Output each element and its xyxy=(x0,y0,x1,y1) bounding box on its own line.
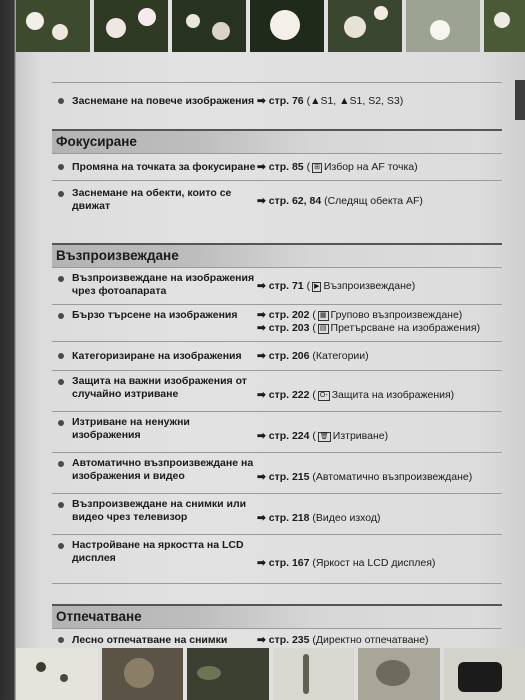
task-label: Възпроизвеждане на снимки или видео чрез телевизор xyxy=(72,498,247,523)
bullet-icon xyxy=(58,543,64,549)
flower-photo xyxy=(94,0,168,52)
task-label: Промяна на точката за фокусиране xyxy=(72,160,256,173)
flower-photo xyxy=(406,0,480,52)
af-point-icon: ⊞ xyxy=(314,163,320,171)
bullet-icon xyxy=(58,191,64,197)
table-row xyxy=(52,304,502,341)
page-reference: ➡ стр. 202 ( ▦ Групово възпроизвеждане) ➡ стр. 203 ( ▤ Претърсване на изображения) xyxy=(257,309,481,334)
page-reference: ➡ стр. 222 ( O- Защита на изображения) xyxy=(257,389,455,401)
page-reference: ➡ стр. 206 (Категории) xyxy=(257,349,369,362)
arrow-icon: ➡ xyxy=(257,322,266,334)
page-edge-shadow xyxy=(515,80,525,120)
task-label: Защита на важни изображения от случайно изтриване xyxy=(72,375,247,400)
arrow-icon: ➡ xyxy=(257,94,266,107)
bullet-icon xyxy=(58,502,64,508)
play-icon: ▶ xyxy=(314,282,320,290)
page-reference: ➡ стр. 85 ( ⊞ Избор на AF точка) xyxy=(257,160,418,173)
page-reference: ➡ стр. 71 ( ▶ Възпроизвеждане) xyxy=(257,279,416,292)
arrow-icon: ➡ xyxy=(257,279,266,292)
arrow-icon: ➡ xyxy=(257,430,266,442)
table-row xyxy=(52,180,502,221)
arrow-icon: ➡ xyxy=(257,557,266,569)
task-label: Категоризиране на изображения xyxy=(72,349,242,362)
table-row xyxy=(52,534,502,584)
arrow-icon: ➡ xyxy=(257,633,266,646)
bullet-icon xyxy=(58,313,64,319)
flower-photo xyxy=(250,0,324,52)
cat-photo xyxy=(358,648,440,700)
section-heading-focusing: Фокусиране xyxy=(52,129,502,153)
grass-photo xyxy=(273,648,355,700)
bullet-icon xyxy=(58,353,64,359)
trash-icon: 🗑 xyxy=(319,433,329,440)
table-row xyxy=(52,267,502,304)
arrow-icon: ➡ xyxy=(257,471,266,483)
chestnut-photo xyxy=(102,648,184,700)
flower-photo xyxy=(16,0,90,52)
flower-photo xyxy=(484,0,525,52)
table-row xyxy=(52,452,502,493)
section-heading-printing: Отпечатване xyxy=(52,604,502,628)
task-label: Изтриване на ненужни изображения xyxy=(72,416,190,441)
page-reference: ➡ стр. 62, 84 (Следящ обекта AF) xyxy=(257,194,423,207)
table-row xyxy=(52,153,502,180)
top-photo-strip xyxy=(16,0,525,52)
bullet-icon xyxy=(58,461,64,467)
bullet-icon xyxy=(58,420,64,426)
arrow-icon: ➡ xyxy=(257,194,266,207)
bullet-icon xyxy=(58,276,64,282)
manual-content xyxy=(52,60,502,651)
group-playback-icon: ▦ xyxy=(319,312,327,319)
bullet-icon xyxy=(58,379,64,385)
table-row xyxy=(52,341,502,370)
flower-photo xyxy=(16,648,98,700)
arrow-icon: ➡ xyxy=(257,389,266,401)
image-search-icon: ▤ xyxy=(319,325,327,332)
page-reference: ➡ стр. 235 (Директно отпечатване) xyxy=(257,633,429,646)
page-reference: ➡ стр. 167 (Яркост на LCD дисплея) xyxy=(257,557,436,569)
leaves-photo xyxy=(187,648,269,700)
task-label: Автоматично възпроизвеждане на изображения и видео xyxy=(72,457,254,482)
task-label: Заснемане на обекти, които се движат xyxy=(72,187,232,212)
key-protect-icon: O- xyxy=(319,392,328,399)
flower-photo xyxy=(172,0,246,52)
arrow-icon: ➡ xyxy=(257,349,266,362)
task-label: Лесно отпечатване на снимки xyxy=(72,633,228,646)
page-reference: ➡ стр. 76 (▲S1, ▲S1, S2, S3) xyxy=(257,94,404,107)
arrow-icon: ➡ xyxy=(257,309,266,321)
task-label: Бързо търсене на изображения xyxy=(72,309,238,321)
bullet-icon xyxy=(58,98,64,104)
table-row xyxy=(52,370,502,411)
page-reference: ➡ стр. 215 (Автоматично възпроизвеждане) xyxy=(257,471,473,483)
bullet-icon xyxy=(58,164,64,170)
table-row xyxy=(52,411,502,452)
table-row xyxy=(52,82,502,119)
camera-photo xyxy=(444,648,525,700)
bottom-photo-strip xyxy=(16,648,525,700)
arrow-icon: ➡ xyxy=(257,160,266,173)
bullet-icon xyxy=(58,637,64,643)
page-reference: ➡ стр. 224 ( 🗑 Изтриване) xyxy=(257,430,389,442)
table-row xyxy=(52,493,502,534)
flower-photo xyxy=(328,0,402,52)
page-reference: ➡ стр. 218 (Видео изход) xyxy=(257,512,381,524)
task-label: Настройване на яркостта на LCD дисплея xyxy=(72,539,244,564)
task-label: Заснемане на повече изображения xyxy=(72,94,255,107)
section-heading-playback: Възпроизвеждане xyxy=(52,243,502,267)
arrow-icon: ➡ xyxy=(257,512,266,524)
task-label: Възпроизвеждане на изображения чрез фотоапарата xyxy=(72,272,255,297)
